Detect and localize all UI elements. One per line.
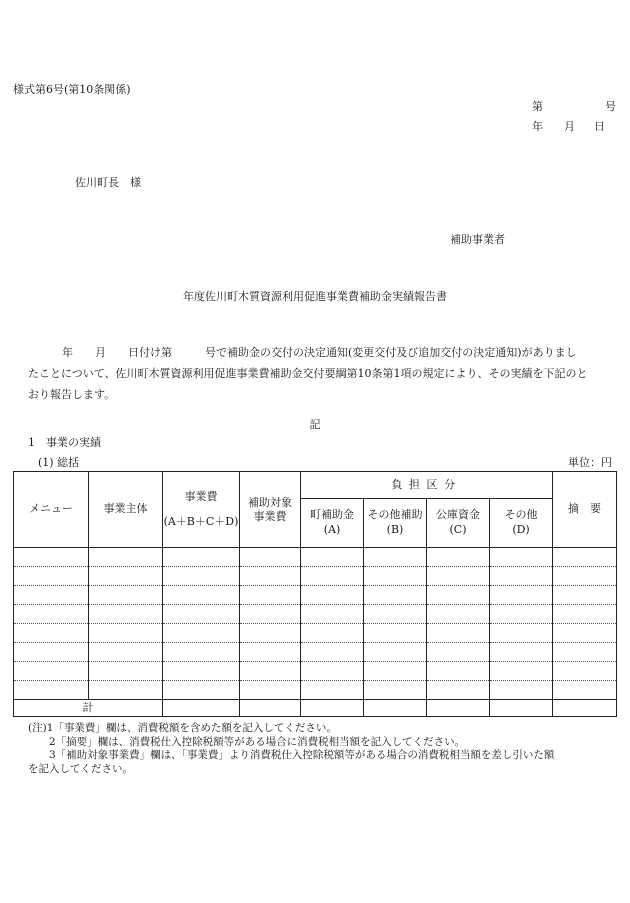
table-row	[14, 662, 617, 681]
table-row	[14, 624, 617, 643]
header-cost-label: 事業費	[184, 489, 218, 503]
document-number-suffix: 号	[605, 100, 616, 113]
header-public-funds-label: 公庫資金	[436, 508, 480, 522]
table-row	[14, 586, 617, 605]
section-heading: 1 事業の実績	[28, 436, 101, 449]
note-3: 3「補助対象事業費」欄は、「事業費」より消費税仕入控除税額等がある場合の消費税相当額を差し引いた額	[28, 749, 555, 761]
date-year: 年	[532, 120, 543, 133]
header-other-subsidy-code: (B)	[386, 523, 404, 536]
unit-label: 単位：円	[568, 456, 612, 469]
total-label: 計	[14, 700, 163, 717]
header-remarks: 摘 要	[553, 472, 617, 548]
header-target-cost	[240, 472, 301, 548]
header-other	[490, 499, 553, 548]
header-town-subsidy-code: (A)	[323, 523, 341, 536]
header-public-funds-code: (C)	[449, 523, 467, 536]
subsection-heading: (1) 総括	[38, 456, 80, 469]
body-line-3: おり報告します。	[28, 388, 116, 401]
header-burden-group	[301, 472, 553, 499]
header-other-code: (D)	[512, 523, 530, 536]
header-cost-formula: (A＋B＋C＋D)	[163, 514, 239, 528]
table-row	[14, 681, 617, 700]
note-3-cont: を記入してください。	[28, 762, 133, 775]
notes	[28, 722, 554, 776]
document-title: 年度佐川町木質資源利用促進事業費補助金実績報告書	[183, 290, 447, 303]
applicant-label: 補助事業者	[450, 233, 505, 246]
form-number: 様式第6号(第10条関係)	[13, 83, 131, 96]
header-town-subsidy-label: 町補助金	[310, 508, 354, 522]
table-row	[14, 548, 617, 567]
header-other-subsidy-label: その他補助	[367, 508, 423, 522]
header-menu: メニュー	[14, 472, 89, 548]
summary-table	[13, 471, 617, 717]
header-cost	[163, 472, 240, 548]
body-line-1: 年 月 日付け第 号で補助金の交付の決定通知(変更交付及び追加交付の決定通知)がありまし	[62, 346, 577, 359]
note-1: (注)1「事業費」欄は、消費税額を含めた額を記入してください。	[28, 722, 337, 734]
header-town-subsidy	[301, 499, 364, 548]
date-day: 日	[594, 120, 605, 133]
total-row	[14, 700, 617, 717]
table-row	[14, 643, 617, 662]
header-other-subsidy	[364, 499, 427, 548]
header-burden-group-label: 負担区分	[391, 477, 462, 491]
date-month: 月	[564, 120, 575, 133]
ki-heading: 記	[309, 418, 321, 431]
note-2: 2「摘要」欄は、消費税仕入控除税額等がある場合に消費税相当額を記入してください。	[28, 735, 466, 748]
header-public-funds	[427, 499, 490, 548]
header-entity: 事業主体	[89, 472, 163, 548]
document-number-prefix: 第	[532, 100, 543, 113]
body-line-2: たことについて、佐川町木質資源利用促進事業費補助金交付要綱第10条第1項の規定により、その実績を下記のと	[28, 367, 588, 380]
table-row	[14, 605, 617, 624]
header-target-cost-label: 補助対象事業費	[248, 495, 292, 523]
addressee: 佐川町長 様	[75, 176, 141, 189]
header-other-label: その他	[504, 508, 538, 522]
table-row	[14, 567, 617, 586]
report-body	[28, 342, 618, 405]
